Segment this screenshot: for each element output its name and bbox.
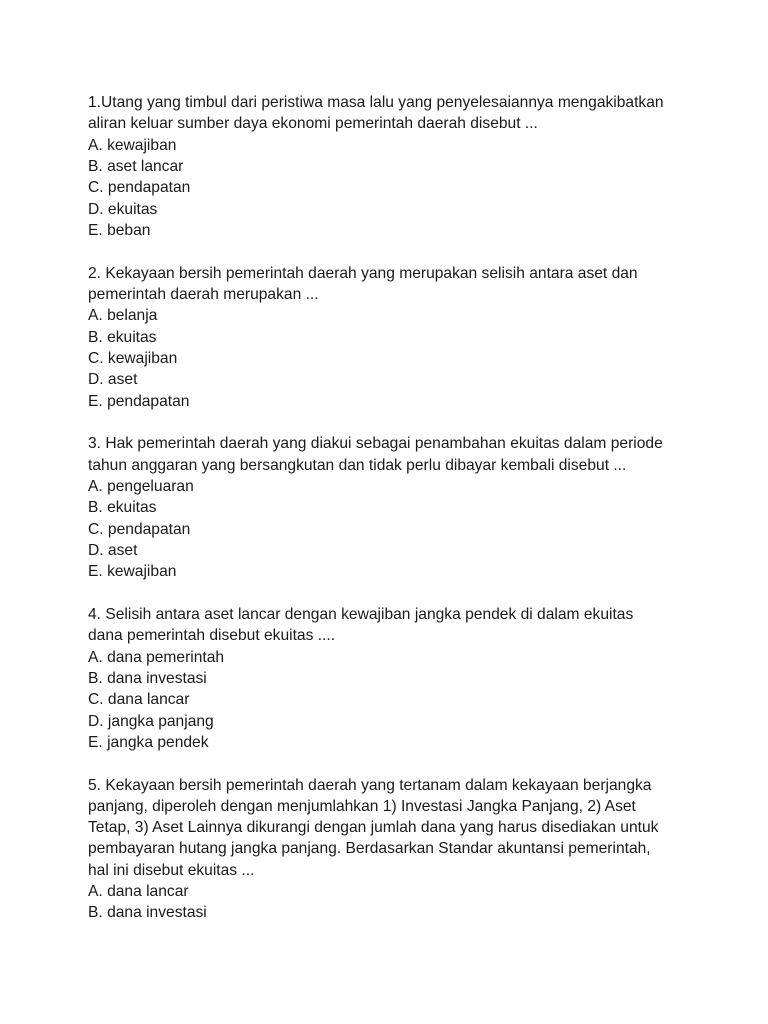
answer-option: A. pengeluaran [88,477,194,495]
answer-option: A. dana lancar [88,883,189,901]
answer-option: A. kewajiban [88,136,177,154]
answer-option: B. dana investasi [88,904,207,922]
question-text: 4. Selisih antara aset lancar dengan kewajiban jangka pendek di dalam ekuitas [88,605,634,623]
answer-option: B. ekuitas [88,499,157,517]
question-text: tahun anggaran yang bersangkutan dan tidak perlu dibayar kembali disebut ... [88,456,627,474]
answer-option: D. ekuitas [88,200,158,218]
answer-option: C. pendapatan [88,179,191,197]
answer-option: A. belanja [88,307,158,325]
answer-option: D. aset [88,371,138,389]
question-text: 3. Hak pemerintah daerah yang diakui sebagai penambahan ekuitas dalam periode [88,435,663,453]
answer-option: E. beban [88,221,151,239]
question-text: 2. Kekayaan bersih pemerintah daerah yang merupakan selisih antara aset dan [88,264,638,282]
question-text: Tetap, 3) Aset Lainnya dikurangi dengan jumlah dana yang harus disediakan untuk [88,819,659,837]
answer-option: E. kewajiban [88,563,177,581]
question-text: dana pemerintah disebut ekuitas .... [88,627,336,645]
question-block [88,92,728,241]
question-block [88,433,728,582]
answer-option: C. dana lancar [88,691,190,709]
question-text: 5. Kekayaan bersih pemerintah daerah yang tertanam dalam kekayaan berjangka [88,776,652,794]
answer-option: C. pendapatan [88,520,191,538]
question-text: pemerintah daerah merupakan ... [88,285,319,303]
answer-option: E. pendapatan [88,392,190,410]
question-text: hal ini disebut ekuitas ... [88,861,255,879]
question-block [88,604,728,753]
answer-option: C. kewajiban [88,349,178,367]
question-text: pembayaran hutang jangka panjang. Berdasarkan Standar akuntansi pemerintah, [88,840,651,858]
answer-option: D. aset [88,541,138,559]
answer-option: B. aset lancar [88,157,184,175]
question-block [88,263,728,412]
answer-option: D. jangka panjang [88,712,214,730]
answer-option: B. ekuitas [88,328,157,346]
question-block [88,775,728,924]
question-text: 1.Utang yang timbul dari peristiwa masa lalu yang penyelesaiannya mengakibatkan [88,94,664,111]
question-text: panjang, diperoleh dengan menjumlahkan 1) Investasi Jangka Panjang, 2) Aset [88,797,636,815]
answer-option: E. jangka pendek [88,733,209,751]
question-text: aliran keluar sumber daya ekonomi pemerintah daerah disebut ... [88,115,538,133]
answer-option: A. dana pemerintah [88,648,225,666]
document-page [88,92,728,945]
answer-option: B. dana investasi [88,669,207,687]
